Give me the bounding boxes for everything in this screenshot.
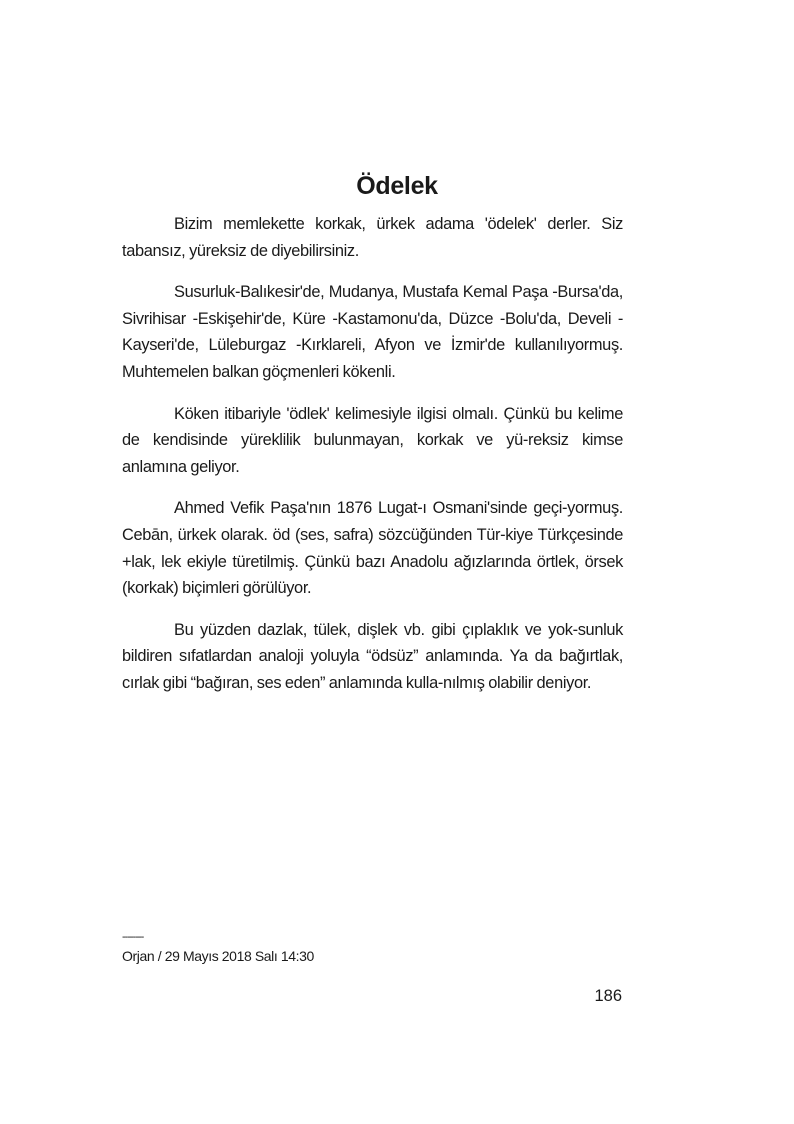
paragraph: Köken itibariyle 'ödlek' kelimesiyle ilgisi olmalı. Çünkü bu kelime de kendisinde yüreklilik bulunmayan, korkak ve yü-reksiz kimse anlamına geliyor. bbox=[122, 404, 623, 476]
paragraph: Susurluk-Balıkesir'de, Mudanya, Mustafa Kemal Paşa -Bursa'da, Sivrihisar -Eskişehir'de, Küre -Kastamonu'da, Düzce -Bolu'da, Develi -Kayseri'de, Lüleburgaz -Kırklareli, Afyon ve İzmir'de kullanılıyormuş. Muhtemelen balkan göçmenleri kökenli. bbox=[122, 283, 623, 381]
paragraph: Bu yüzden dazlak, tülek, dişlek vb. gibi çıplaklık ve yok-sunluk bildiren sıfatlardan analoji yoluyla “ödsüz” anlamında. Ya da bağırtlak, cırlak gibi “bağıran, ses eden” anlamında kulla-nılmış olabilir deniyor. bbox=[122, 620, 623, 692]
paragraph: Ahmed Vefik Paşa'nın 1876 Lugat-ı Osmani'sinde geçi-yormuş. Cebān, ürkek olarak. öd (ses, safra) sözcüğünden Tür-kiye Türkçesinde +lak, lek ekiyle türetilmiş. Çünkü bazı Anadolu ağızlarında örtlek, örsek (korkak) biçimleri görülüyor. bbox=[122, 499, 623, 598]
footnote-source: Orjan / 29 Mayıs 2018 Salı 14:30 bbox=[122, 948, 314, 964]
page-title: Ödelek bbox=[356, 172, 438, 200]
article-body bbox=[122, 211, 623, 712]
page-number: 186 bbox=[594, 987, 622, 1005]
paragraph: Bizim memlekette korkak, ürkek adama 'ödelek' derler. Siz tabansız, yüreksiz de diyebilirsiniz. bbox=[122, 215, 623, 260]
footnote-rule: -------- bbox=[122, 931, 144, 943]
